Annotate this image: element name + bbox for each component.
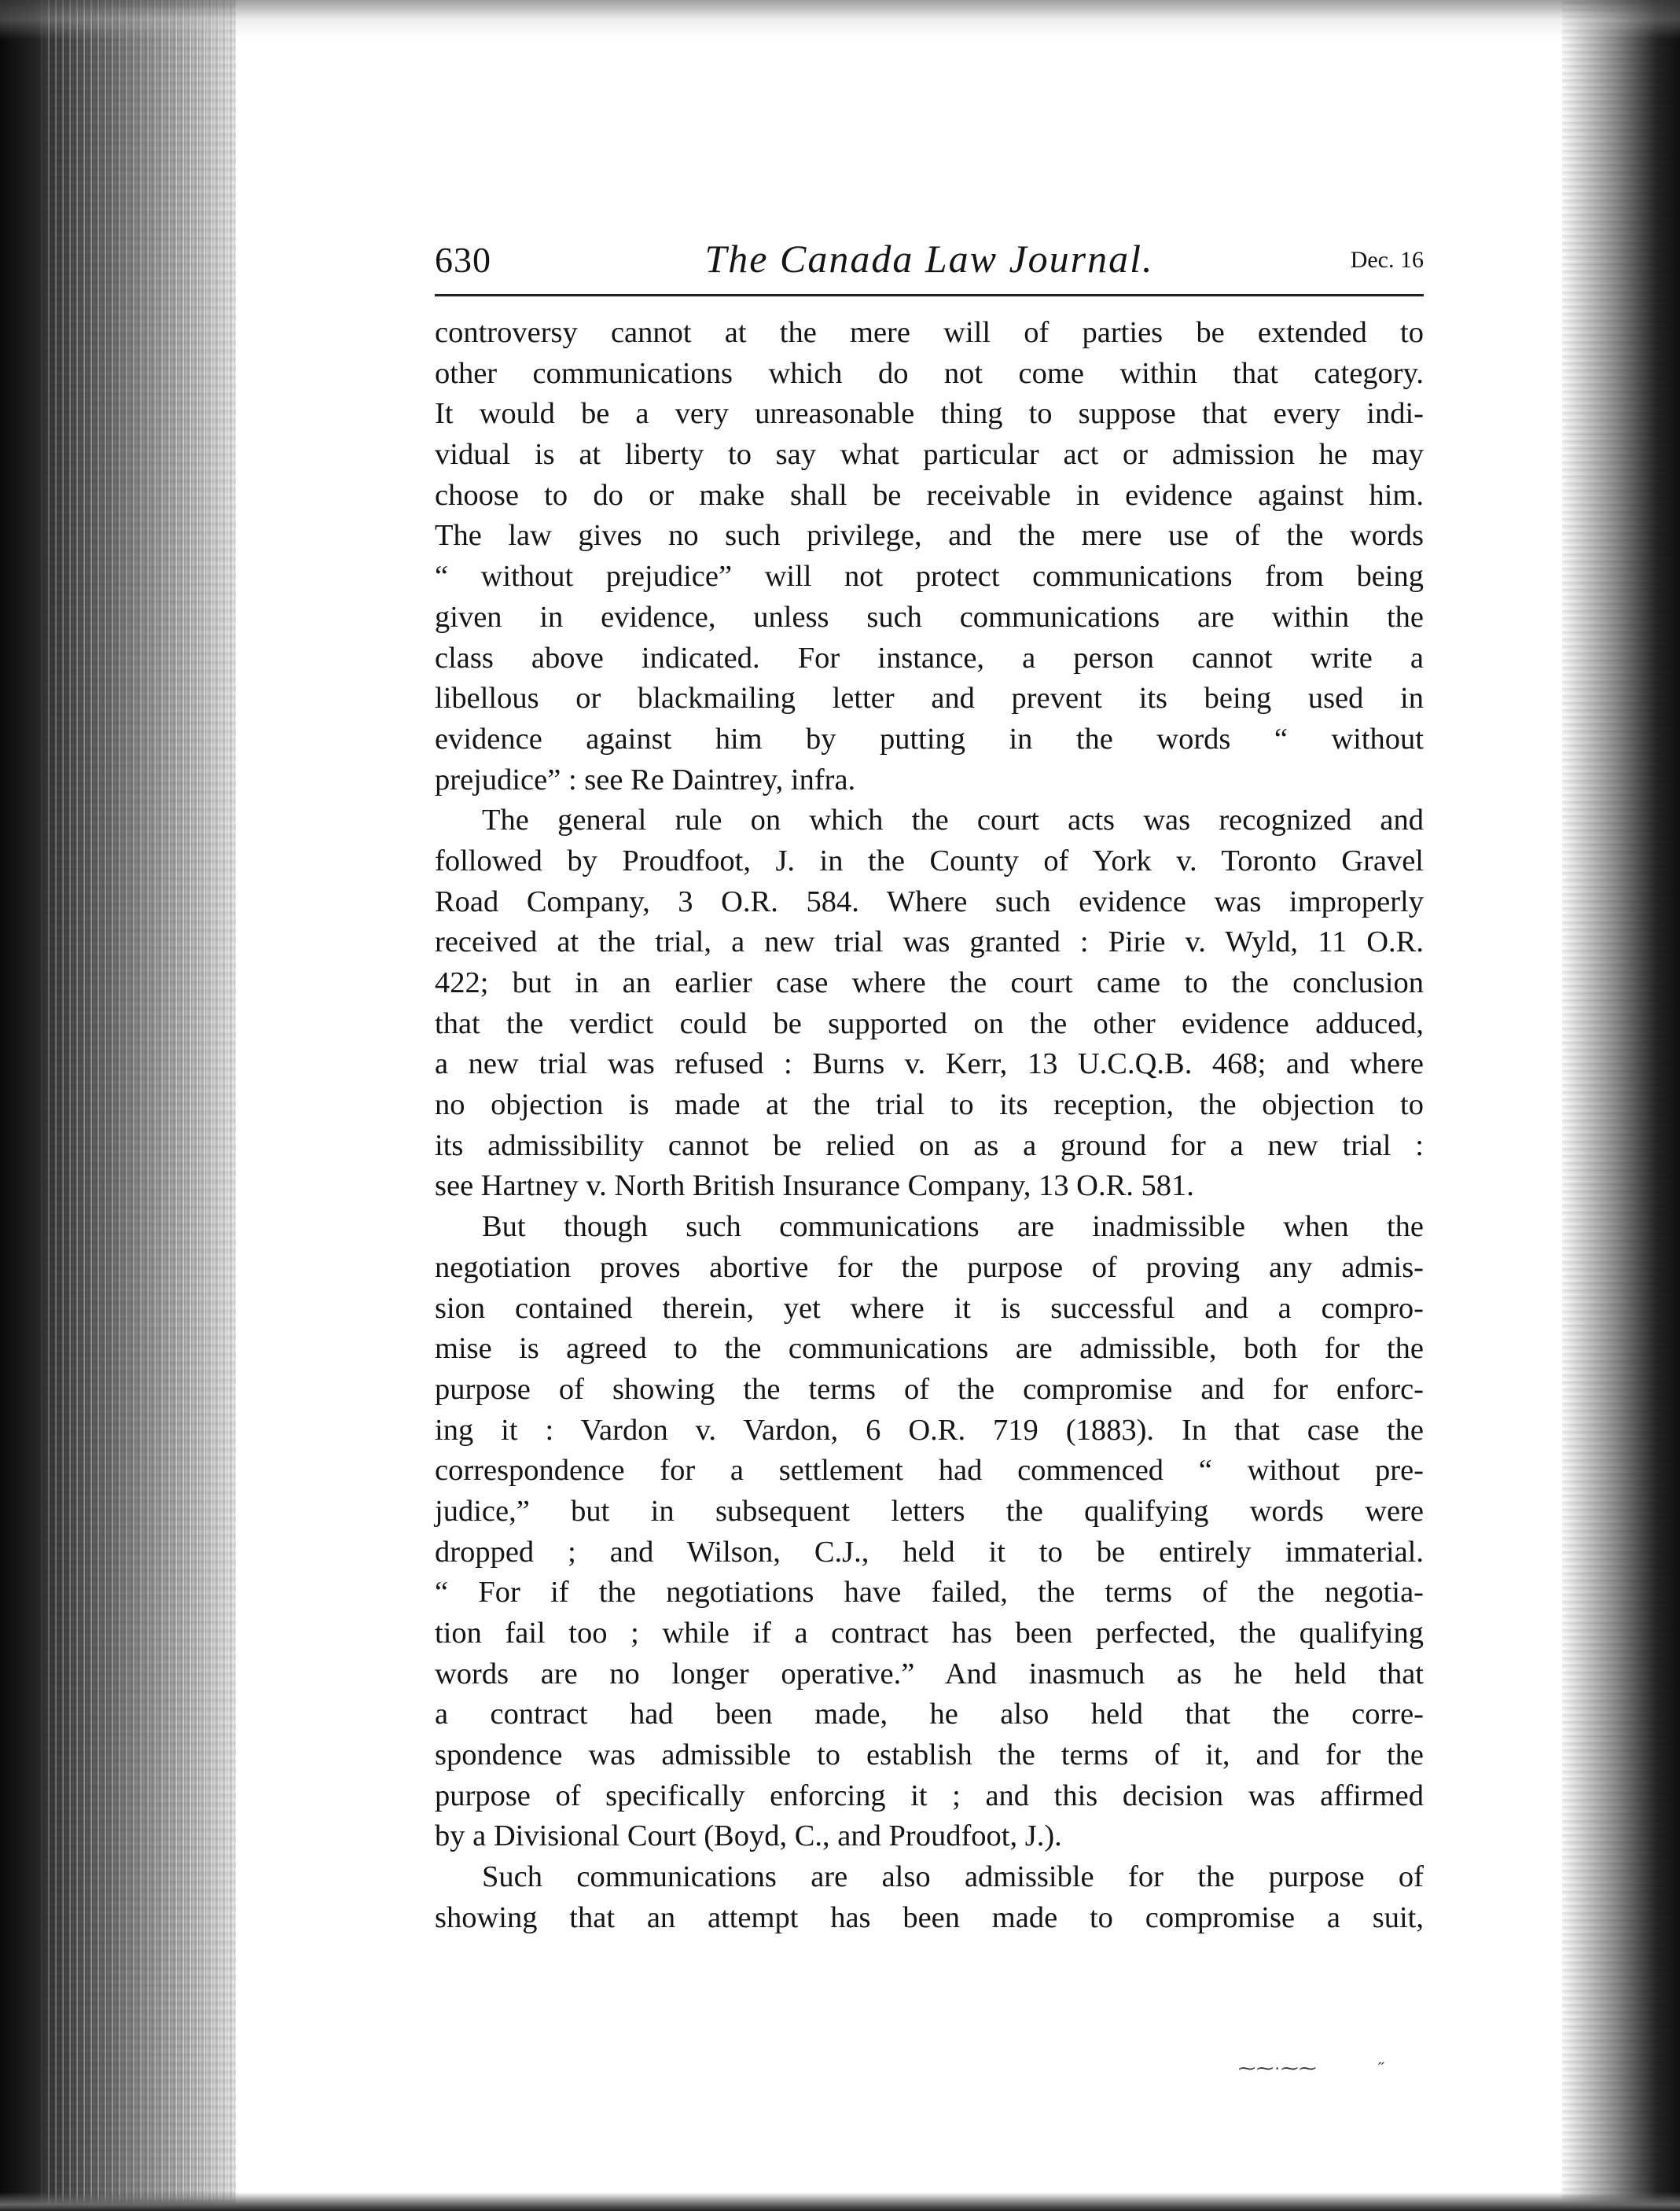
page-number: 630 [435, 240, 491, 280]
body-line: ing it : Vardon v. Vardon, 6 O.R. 719 (1883). In that case the [435, 1413, 1424, 1447]
scan-shadow-top [0, 0, 1680, 39]
body-line: showing that an attempt has been made to compromise a suit, [435, 1900, 1424, 1934]
body-line: sion contained therein, yet where it is successful and a compro- [435, 1291, 1424, 1325]
body-line: other communications which do not come within that category. [435, 356, 1424, 390]
body-line: “ without prejudice” will not protect communications from being [435, 560, 1424, 594]
scan-shadow-bottom [0, 2192, 1680, 2211]
body-line: see Hartney v. North British Insurance Company, 13 O.R. 581. [435, 1169, 1194, 1203]
body-line: dropped ; and Wilson, C.J., held it to be entirely immaterial. [435, 1535, 1424, 1569]
body-line: received at the trial, a new trial was granted : Pirie v. Wyld, 11 O.R. [435, 925, 1424, 959]
body-line: no objection is made at the trial to its reception, the objection to [435, 1088, 1424, 1122]
scan-binding-edge-left [0, 0, 47, 2211]
body-line: tion fail too ; while if a contract has been perfected, the qualifying [435, 1617, 1424, 1650]
body-line: its admissibility cannot be relied on as a ground for a new trial : [435, 1128, 1424, 1162]
body-line: “ For if the negotiations have failed, the terms of the negotia- [435, 1576, 1424, 1610]
body-line: 422; but in an earlier case where the court came to the conclusion [435, 966, 1424, 999]
body-line: a contract had been made, he also held that the corre- [435, 1698, 1424, 1731]
paragraph-first-line: But though such communications are inadmissible when the [482, 1210, 1424, 1244]
body-line: given in evidence, unless such communications are within the [435, 600, 1424, 634]
body-line: The law gives no such privilege, and the mere use of the words [435, 519, 1424, 553]
body-line: negotiation proves abortive for the purpose of proving any admis- [435, 1250, 1424, 1284]
body-line: judice,” but in subsequent letters the qualifying words were [435, 1494, 1424, 1528]
header-date: Dec. 16 [1350, 247, 1424, 273]
body-line: correspondence for a settlement had commenced “ without pre- [435, 1454, 1424, 1488]
body-line: a new trial was refused : Burns v. Kerr, 13 U.C.Q.B. 468; and where [435, 1047, 1424, 1081]
body-line: choose to do or make shall be receivable in evidence against him. [435, 478, 1424, 512]
body-line: purpose of showing the terms of the compromise and for enforc- [435, 1372, 1424, 1406]
journal-title: The Canada Law Journal. [704, 237, 1154, 281]
body-line: It would be a very unreasonable thing to suppose that every indi- [435, 397, 1424, 431]
paragraph-first-line: The general rule on which the court acts was recognized and [482, 804, 1424, 837]
body-line: followed by Proudfoot, J. in the County of York v. Toronto Gravel [435, 844, 1424, 877]
body-line: libellous or blackmailing letter and prevent its being used in [435, 682, 1424, 716]
body-line: purpose of specifically enforcing it ; and this decision was affirmed [435, 1779, 1424, 1812]
body-line: words are no longer operative.” And inasmuch as he held that [435, 1657, 1424, 1690]
body-line: controversy cannot at the mere will of parties be extended to [435, 316, 1424, 349]
running-head [435, 236, 1424, 283]
scan-binding-shadow-right [1562, 0, 1680, 2211]
header-rule [435, 294, 1424, 296]
body-line: evidence against him by putting in the words “ without [435, 722, 1424, 756]
body-line: that the verdict could be supported on the other evidence adduced, [435, 1006, 1424, 1040]
body-line: vidual is at liberty to say what particular act or admission he may [435, 438, 1424, 472]
paragraph-first-line: Such communications are also admissible for the purpose of [482, 1860, 1424, 1894]
body-line: prejudice” : see Re Daintrey, infra. [435, 763, 856, 796]
body-line: class above indicated. For instance, a person cannot write a [435, 641, 1424, 675]
body-line: spondence was admissible to establish the terms of it, and for the [435, 1738, 1424, 1772]
body-line: mise is agreed to the communications are admissible, both for the [435, 1332, 1424, 1366]
article-body [435, 313, 1424, 1939]
body-line: by a Divisional Court (Boyd, C., and Proudfoot, J.). [435, 1819, 1062, 1853]
body-line: Road Company, 3 O.R. 584. Where such evidence was improperly [435, 885, 1424, 918]
scan-smudge-mark: ⁓⁓·⁓⁓ ˝ [1238, 2058, 1385, 2078]
